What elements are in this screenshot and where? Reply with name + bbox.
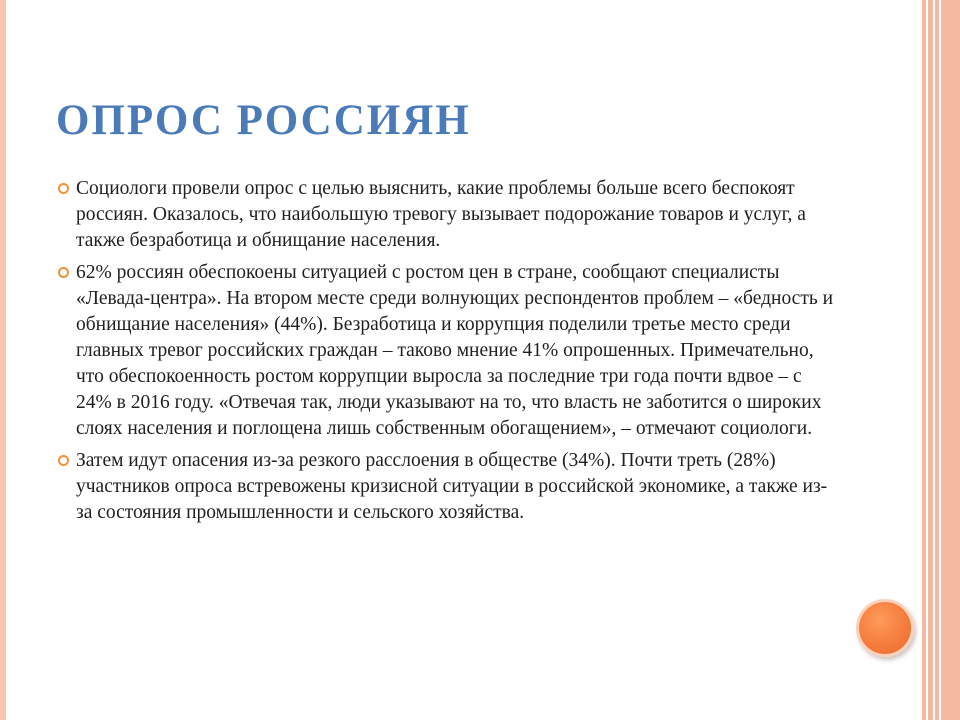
bullet-item [52,176,842,254]
left-border [0,0,6,720]
slide-title: ОПРОС РОССИЯН [56,97,471,144]
bullet-text: Затем идут опасения из-за резкого расслоения в обществе (34%). Почти треть (28%) участников опроса встревожены кризисной ситуации в российской экономике, а также из-за состояния промышленности и сельского хозяйства. [76,450,828,523]
circle-bullet-icon [58,267,69,278]
decorative-circle [856,599,914,657]
bullet-item [52,448,842,526]
circle-bullet-icon [58,455,69,466]
right-decorative-border [922,0,960,720]
bullet-list [52,176,842,532]
bullet-item [52,260,842,442]
circle-bullet-icon [58,183,69,194]
border-stripe [926,0,928,720]
bullet-text: Социологи провели опрос с целью выяснить, какие проблемы больше всего беспокоят россиян. Оказалось, что наибольшую тревогу вызывает подорожание товаров и услуг, а также безработица и обнищание населения. [76,178,806,251]
bullet-text: 62% россиян обеспокоены ситуацией с ростом цен в стране, сообщают специалисты «Левада-центра». На втором месте среди волнующих респондентов проблем – «бедность и обнищание населения» (44%). Безработица и коррупция поделили третье место среди главных тревог российских граждан – таково мнение 41% опрошенных. Примечательно, что обеспокоенность ростом коррупции выросла за последние три года почти вдвое – с 24% в 2016 году. «Отвечая так, люди указывают на то, что власть не заботится о широких слоях населения и поглощена лишь собственным обогащением», – отмечают социологи. [76,262,834,439]
border-stripe [939,0,941,720]
border-stripe [933,0,935,720]
